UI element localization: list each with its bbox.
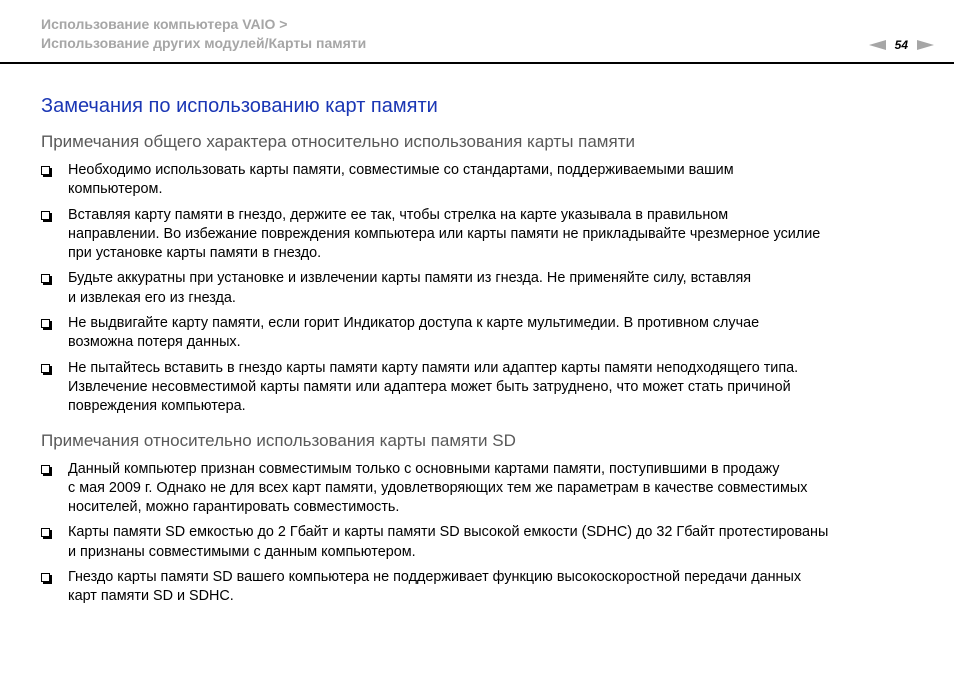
main-content [41, 93, 921, 620]
checkbox-bullet-icon [41, 573, 50, 582]
checkbox-bullet-icon [41, 166, 50, 175]
line: возможна потеря данных. [68, 334, 241, 351]
line: Данный компьютер признан совместимым только с основными картами памяти, поступившими в продажу [68, 460, 780, 477]
line: носителей, можно гарантировать совместимость. [68, 499, 400, 516]
section-heading-general: Примечания общего характера относительно использования карты памяти [41, 132, 635, 151]
bullet-list-sd [41, 460, 921, 607]
list-item [41, 269, 921, 308]
line: направлении. Во избежание повреждения компьютера или карты памяти не прикладывайте чрезмерное усилие [68, 225, 821, 242]
arrow-right-icon[interactable] [917, 40, 934, 50]
line: при установке карты памяти в гнездо. [68, 245, 322, 262]
line: Необходимо использовать карты памяти, совместимые со стандартами, поддерживаемыми вашим [68, 162, 734, 178]
list-item [41, 314, 921, 353]
line: карт памяти SD и SDHC. [68, 588, 234, 605]
line: повреждения компьютера. [68, 398, 246, 415]
line: и извлекая его из гнезда. [68, 289, 236, 306]
checkbox-bullet-icon [41, 364, 50, 373]
checkbox-bullet-icon [41, 274, 50, 283]
checkbox-bullet-icon [41, 319, 50, 328]
list-item [41, 568, 921, 607]
bullet-list-general [41, 161, 921, 417]
header-divider [0, 62, 954, 64]
line: с мая 2009 г. Однако не для всех карт памяти, удовлетворяющих тем же параметрам в качестве совместимых [68, 479, 808, 496]
checkbox-bullet-icon [41, 528, 50, 537]
list-item [41, 359, 921, 417]
line: Извлечение несовместимой карты памяти или адаптера может быть затруднено, что может стать причиной [68, 378, 791, 395]
list-item [41, 460, 921, 518]
line: Будьте аккуратны при установке и извлечении карты памяти из гнезда. Не применяйте силу, вставляя [68, 270, 752, 287]
page-title: Замечания по использованию карт памяти [41, 95, 438, 117]
breadcrumb-current: Использование других модулей/Карты памяти [41, 35, 367, 51]
line: и признаны совместимыми с данным компьютером. [68, 543, 416, 560]
page-number: 54 [894, 38, 908, 52]
breadcrumb-parent-link[interactable]: Использование компьютера VAIO > [41, 16, 288, 32]
line: Гнездо карты памяти SD вашего компьютера не поддерживает функцию высокоскоростной передачи данных [68, 569, 802, 586]
checkbox-bullet-icon [41, 465, 50, 474]
line: Вставляя карту памяти в гнездо, держите ее так, чтобы стрелка на карте указывала в правильном [68, 206, 729, 223]
line: Не пытайтесь вставить в гнездо карты памяти карту памяти или адаптер карты памяти неподходящего типа. [68, 359, 799, 376]
arrow-left-icon[interactable] [869, 40, 886, 50]
list-item [41, 161, 921, 200]
list-item [41, 523, 921, 562]
checkbox-bullet-icon [41, 211, 50, 220]
section-heading-sd: Примечания относительно использования карты памяти SD [41, 430, 516, 450]
list-item [41, 206, 921, 264]
line: компьютером. [68, 181, 163, 198]
line: Карты памяти SD емкостью до 2 Гбайт и карты памяти SD высокой емкости (SDHC) до 32 Гбайт протестированы [68, 524, 829, 541]
page-header [0, 0, 954, 64]
page-navigation [869, 38, 934, 52]
line: Не выдвигайте карту памяти, если горит Индикатор доступа к карте мультимедии. В противном случае [68, 315, 760, 332]
breadcrumb [41, 15, 366, 53]
